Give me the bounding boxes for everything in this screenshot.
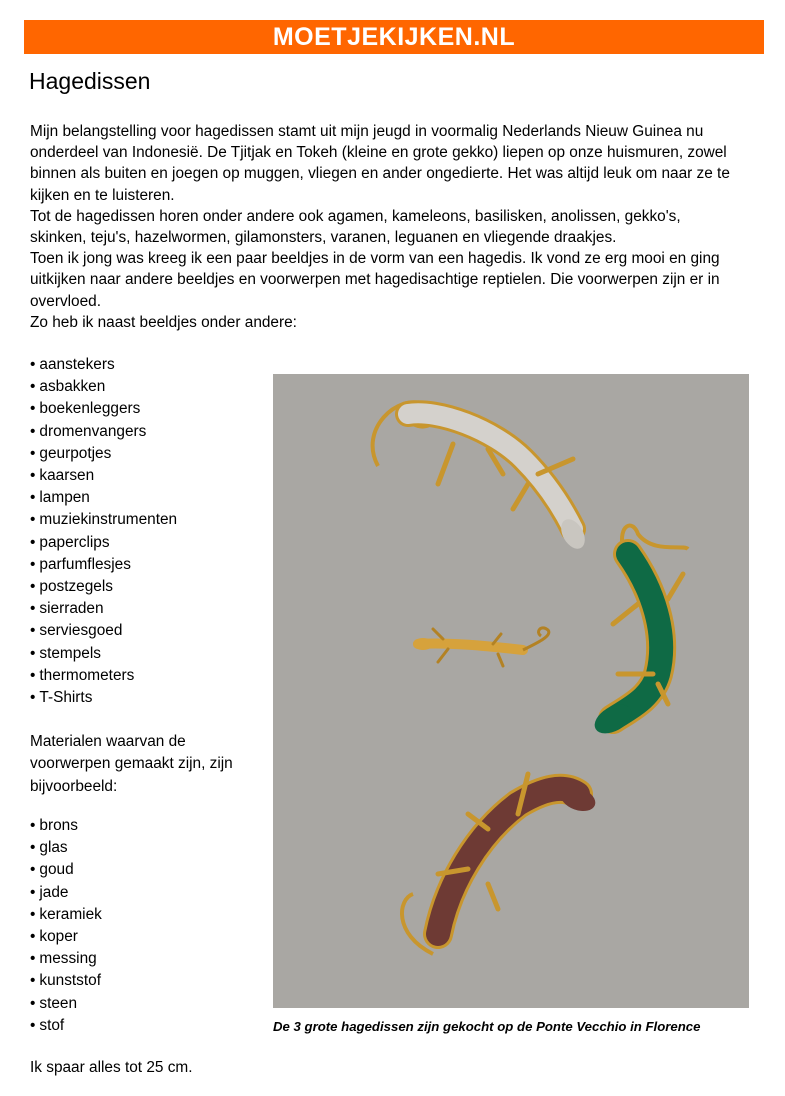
items-list [30,354,177,709]
list-item: • parfumflesjes [30,554,177,576]
list-item: • kaarsen [30,465,177,487]
list-item: • T-Shirts [30,687,177,709]
list-item: • asbakken [30,376,177,398]
list-item: • stempels [30,643,177,665]
list-item: • aanstekers [30,354,177,376]
list-item: • geurpotjes [30,443,177,465]
site-name: MOETJEKIJKEN.NL [272,22,516,51]
materials-intro: Materialen waarvan de voorwerpen gemaakt zijn, zijn bijvoorbeeld: [30,733,233,795]
photo-background [273,374,749,1008]
site-banner [24,20,764,54]
list-item: • dromenvangers [30,421,177,443]
materials-list [30,815,102,1037]
list-item: • paperclips [30,532,177,554]
list-item: • brons [30,815,102,837]
list-item: • glas [30,837,102,859]
list-item: • stof [30,1015,102,1037]
list-item: • muziekinstrumenten [30,509,177,531]
photo-caption: De 3 grote hagedissen zijn gekocht op de Ponte Vecchio in Florence [273,1019,701,1034]
list-item: • lampen [30,487,177,509]
page-title: Hagedissen [29,68,151,94]
list-item: • kunststof [30,970,102,992]
footer-text: Ik spaar alles tot 25 cm. [30,1059,193,1076]
list-item: • serviesgoed [30,620,177,642]
list-item: • jade [30,882,102,904]
intro-text [30,121,740,333]
lizard-photo [273,374,749,1008]
list-item: • boekenleggers [30,398,177,420]
list-item: • goud [30,859,102,881]
list-item: • koper [30,926,102,948]
list-item: • sierraden [30,598,177,620]
list-item: • messing [30,948,102,970]
list-item: • steen [30,993,102,1015]
intro-paragraph: Tot de hagedissen horen onder andere ook agamen, kameleons, basilisken, anolissen, gekko's, skinken, teju's, hazelwormen, gilamonsters, varanen, leguanen en vliegende draakjes. [30,207,681,247]
intro-paragraph: Zo heb ik naast beeldjes onder andere: [30,313,297,331]
list-item: • keramiek [30,904,102,926]
intro-paragraph: Toen ik jong was kreeg ik een paar beeldjes in de vorm van een hagedis. Ik vond ze erg mooi en ging uitkijken naar andere beeldjes en voorwerpen met hagedisachtige reptielen. Die voorwerpen zijn er in overvloed. [30,250,720,310]
intro-paragraph: Mijn belangstelling voor hagedissen stamt uit mijn jeugd in voormalig Nederlands Nieuw Guinea nu onderdeel van Indonesië. De Tjitjak en Tokeh (kleine en grote gekko) liepen op onze huismuren, zowel binnen als buiten en joegen op muggen, vliegen en ander ongedierte. Het was altijd leuk om naar ze te kijken en te luisteren. [30,123,730,204]
list-item: • thermometers [30,665,177,687]
list-item: • postzegels [30,576,177,598]
